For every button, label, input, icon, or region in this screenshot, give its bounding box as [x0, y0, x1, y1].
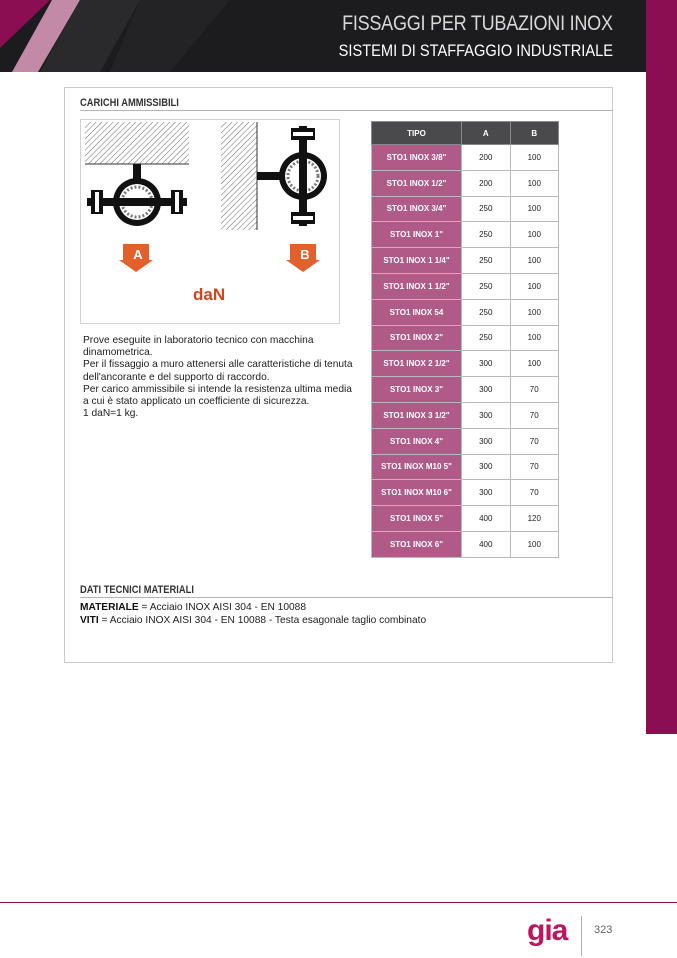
description-line: Prove eseguite in laboratorio tecnico con macchina	[83, 335, 314, 346]
table-row	[372, 454, 559, 480]
cell-a: 300	[462, 402, 511, 428]
table-row	[372, 402, 559, 428]
description-line: a cui è stato applicato un coefficiente di sicurezza.	[83, 396, 310, 408]
cell-tipo: STO1 INOX 2"	[372, 325, 462, 351]
cell-tipo: STO1 INOX 2 1/2"	[372, 351, 462, 377]
cell-b: 100	[510, 299, 559, 325]
description-line: Per carico ammissibile si intende la resistenza ultima media	[83, 383, 352, 395]
cell-a: 250	[462, 273, 511, 299]
screws-line	[80, 615, 426, 626]
table-row	[372, 480, 559, 506]
cell-b: 100	[510, 196, 559, 222]
table-row	[372, 377, 559, 403]
table-row	[372, 196, 559, 222]
cell-tipo: STO1 INOX 3 1/2"	[372, 402, 462, 428]
cell-a: 300	[462, 480, 511, 506]
cell-tipo: STO1 INOX 5"	[372, 506, 462, 532]
cell-tipo: STO1 INOX 3/8"	[372, 145, 462, 171]
material-label: MATERIALE	[80, 602, 139, 613]
page-subtitle: SISTEMI DI STAFFAGGIO INDUSTRIALE	[338, 41, 613, 60]
col-header-tipo: TIPO	[372, 122, 462, 145]
description-line: Per il fissaggio a muro attenersi alle caratteristiche di tenuta	[83, 359, 353, 371]
cell-a: 250	[462, 222, 511, 248]
header-decoration	[0, 0, 260, 72]
arrow-b-label: B	[300, 247, 310, 262]
cell-tipo: STO1 INOX 1 1/2"	[372, 273, 462, 299]
table-row	[372, 506, 559, 532]
table-row	[372, 145, 559, 171]
cell-a: 250	[462, 325, 511, 351]
materials-info	[80, 602, 426, 626]
arrow-a-label: A	[133, 247, 143, 262]
page-header	[0, 0, 677, 72]
description-line: dinamometrica.	[83, 347, 153, 359]
test-description	[83, 335, 353, 420]
table-row	[372, 428, 559, 454]
ceiling-hatch	[85, 122, 189, 164]
cell-b: 120	[510, 506, 559, 532]
cell-a: 400	[462, 531, 511, 557]
cell-tipo: STO1 INOX 1/2"	[372, 170, 462, 196]
table-row	[372, 325, 559, 351]
cell-a: 200	[462, 145, 511, 171]
table-row	[372, 531, 559, 557]
page-number: 323	[594, 924, 613, 936]
threaded-rod	[133, 164, 141, 180]
screws-label: VITI	[80, 615, 99, 626]
cell-a: 250	[462, 248, 511, 274]
cell-b: 100	[510, 170, 559, 196]
cell-tipo: STO1 INOX 1 1/4"	[372, 248, 462, 274]
loads-table	[371, 121, 559, 558]
material-line	[80, 602, 426, 613]
cell-a: 300	[462, 377, 511, 403]
col-header-a: A	[462, 122, 511, 145]
footer-divider	[581, 916, 582, 956]
cell-tipo: STO1 INOX M10 5"	[372, 454, 462, 480]
cell-a: 300	[462, 454, 511, 480]
wall-hatch	[221, 122, 257, 230]
cell-a: 250	[462, 196, 511, 222]
cell-tipo: STO1 INOX 6"	[372, 531, 462, 557]
table-row	[372, 248, 559, 274]
cell-b: 100	[510, 222, 559, 248]
loads-section-rule	[80, 110, 613, 111]
cell-b: 100	[510, 351, 559, 377]
cell-b: 100	[510, 248, 559, 274]
table-row	[372, 222, 559, 248]
cell-a: 300	[462, 428, 511, 454]
loads-section-title: CARICHI AMMISSIBILI	[80, 97, 179, 109]
cell-a: 300	[462, 351, 511, 377]
unit-label: daN	[193, 285, 226, 304]
cell-tipo: STO1 INOX 3"	[372, 377, 462, 403]
cell-b: 70	[510, 480, 559, 506]
cell-b: 100	[510, 325, 559, 351]
description-line: dell'ancorante e del supporto di raccordo.	[83, 371, 270, 383]
materials-section-title: DATI TECNICI MATERIALI	[80, 584, 194, 596]
cell-tipo: STO1 INOX 54	[372, 299, 462, 325]
materials-section-rule	[80, 597, 613, 598]
table-row	[372, 170, 559, 196]
gia-logo: gia	[527, 914, 568, 947]
table-row	[372, 299, 559, 325]
cell-tipo: STO1 INOX M10 6"	[372, 480, 462, 506]
cell-b: 70	[510, 402, 559, 428]
table-row	[372, 273, 559, 299]
cell-b: 100	[510, 531, 559, 557]
cell-b: 100	[510, 273, 559, 299]
material-text: = Acciaio INOX AISI 304 - EN 10088	[138, 602, 307, 613]
cell-b: 70	[510, 428, 559, 454]
footer-rule	[0, 902, 677, 903]
cell-a: 250	[462, 299, 511, 325]
side-accent-bar	[646, 0, 677, 734]
cell-a: 200	[462, 170, 511, 196]
cell-tipo: STO1 INOX 4"	[372, 428, 462, 454]
page-title: FISSAGGI PER TUBAZIONI INOX	[342, 12, 613, 35]
load-diagram	[80, 119, 340, 324]
table-row	[372, 351, 559, 377]
description-line: 1 daN=1 kg.	[83, 408, 139, 420]
cell-a: 400	[462, 506, 511, 532]
cell-tipo: STO1 INOX 1"	[372, 222, 462, 248]
screws-text: = Acciaio INOX AISI 304 - EN 10088 - Testa esagonale taglio combinato	[98, 615, 427, 626]
cell-tipo: STO1 INOX 3/4"	[372, 196, 462, 222]
table-header-row	[372, 122, 559, 145]
cell-b: 70	[510, 454, 559, 480]
col-header-b: B	[510, 122, 559, 145]
cell-b: 70	[510, 377, 559, 403]
cell-b: 100	[510, 145, 559, 171]
